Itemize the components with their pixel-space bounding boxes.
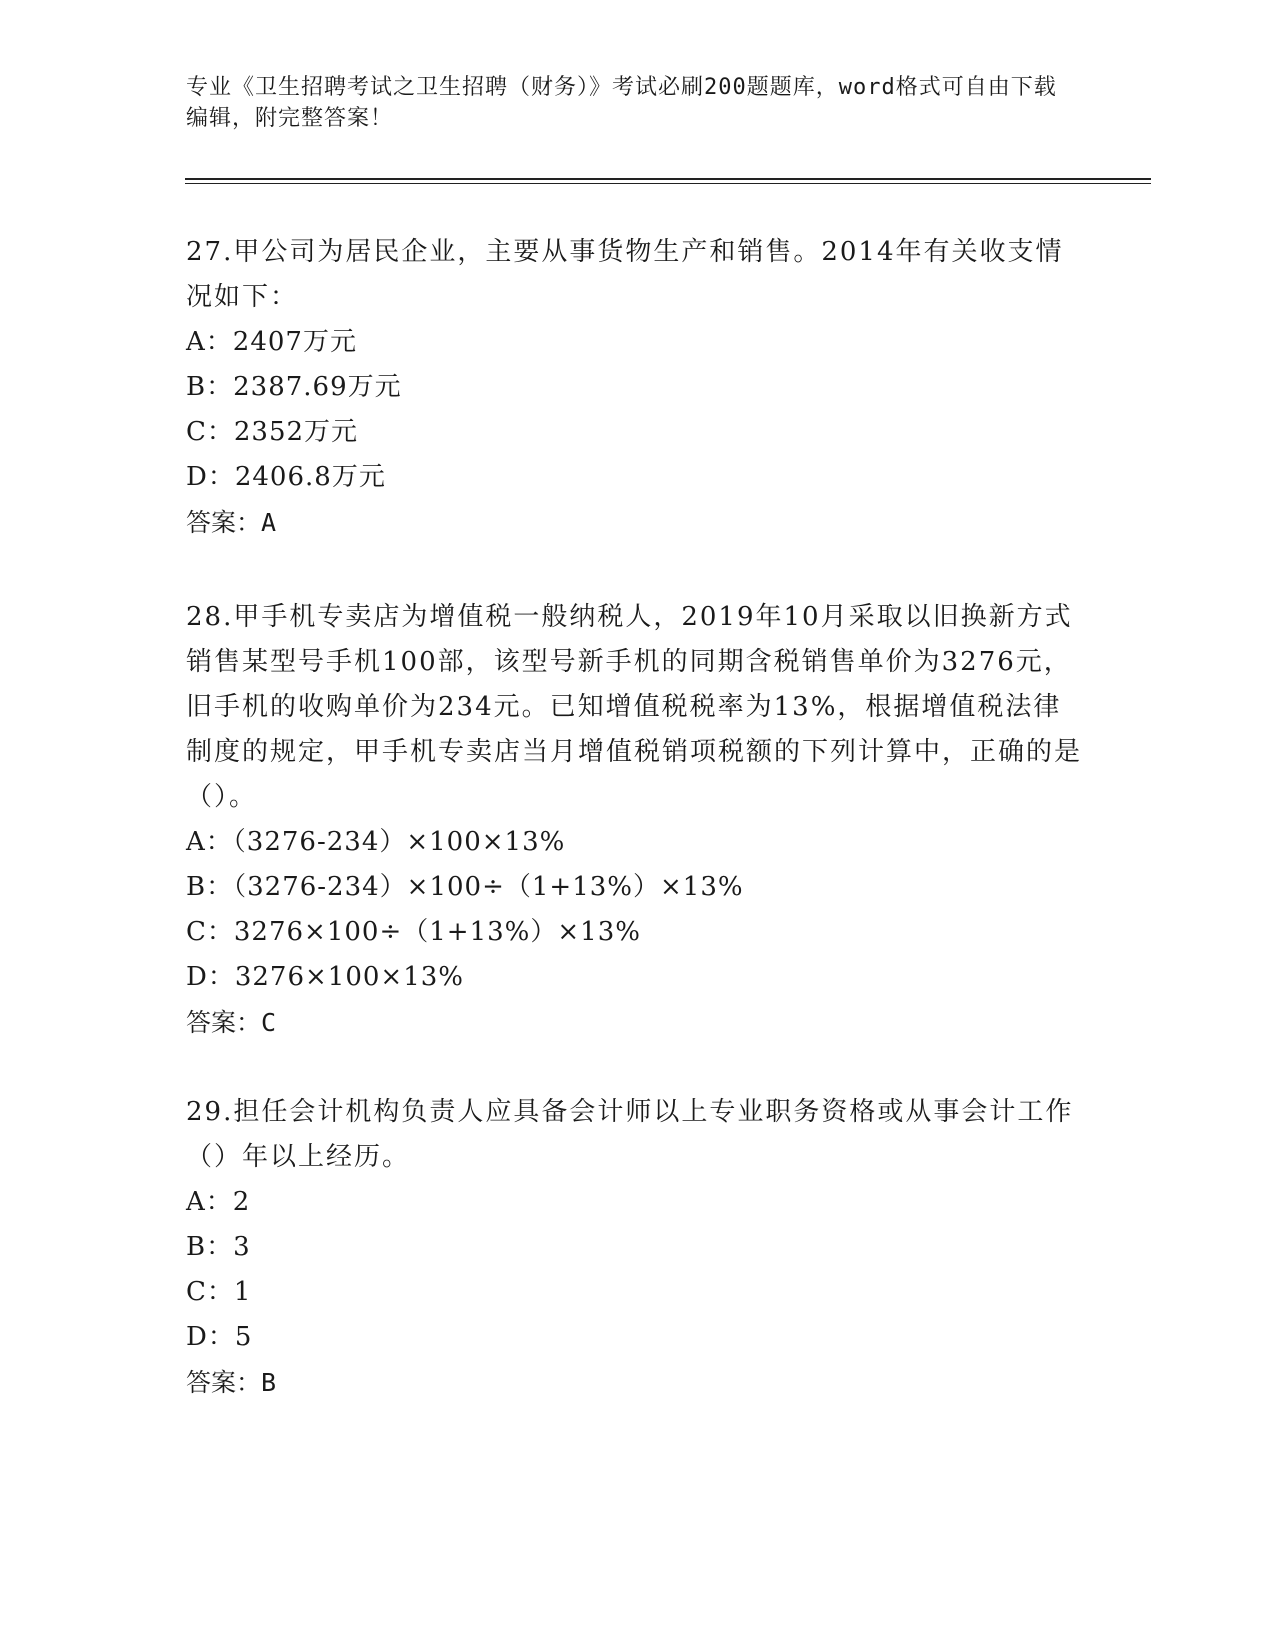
option-d: D：2406.8万元 (186, 462, 386, 492)
answer: 答案：A (186, 508, 277, 537)
option-b: B：（3276-234）×100÷（1+13%）×13% (186, 872, 744, 902)
option-b: B：3 (186, 1232, 251, 1262)
question-stem: 29.担任会计机构负责人应具备会计师以上专业职务资格或从事会计工作（）年以上经历。 (186, 1097, 1074, 1172)
question-stem: 27.甲公司为居民企业，主要从事货物生产和销售。2014年有关收支情况如下： (186, 237, 1064, 312)
option-c: C：1 (186, 1277, 252, 1307)
option-d: D：5 (186, 1322, 253, 1352)
question-28 (186, 595, 1086, 1045)
option-a: A：2 (186, 1187, 251, 1217)
option-c: C：2352万元 (186, 417, 359, 447)
question-stem: 28.甲手机专卖店为增值税一般纳税人，2019年10月采取以旧换新方式销售某型号手机100部，该型号新手机的同期含税销售单价为3276元，旧手机的收购单价为234元。已知增值税税率为13%，根据增值税法律制度的规定，甲手机专卖店当月增值税销项税额的下列计算中，正确的是（）。 (186, 602, 1083, 812)
header-rule-thick (185, 178, 1151, 180)
document-header: 专业《卫生招聘考试之卫生招聘（财务）》考试必刷200题题库，word格式可自由下载编辑，附完整答案！ (186, 75, 1057, 131)
answer: 答案：C (186, 1008, 277, 1037)
question-29 (186, 1090, 1086, 1405)
question-27 (186, 230, 1086, 545)
header-rule-thin (185, 183, 1151, 184)
option-b: B：2387.69万元 (186, 372, 402, 402)
option-d: D：3276×100×13% (186, 962, 464, 992)
option-a: A：（3276-234）×100×13% (186, 827, 566, 857)
answer: 答案：B (186, 1368, 277, 1397)
option-c: C：3276×100÷（1+13%）×13% (186, 917, 641, 947)
option-a: A：2407万元 (186, 327, 357, 357)
